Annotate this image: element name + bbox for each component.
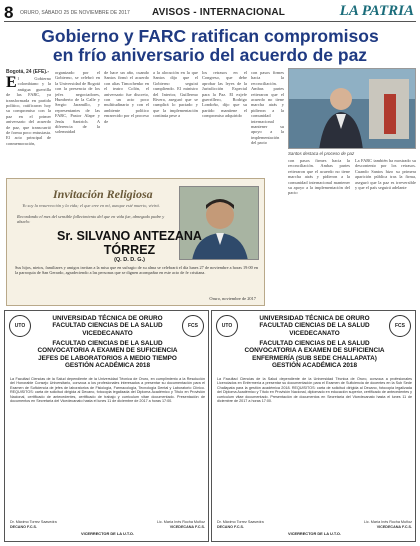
obituary-body: Sus hijos, nietos, familiares y amigos invitan a la misa que en sufragio de su alma se celebrará el día lunes 27 de noviembre a horas 19:00 en la parroquia de San Gerardo, agradeciendo a las personas que se dignen acompañar en este acto de fe cristiana. <box>15 265 258 276</box>
article-column-6: con pasos firmes hacia la reconciliación. Ambas partes reiteraron que el acuerdo no tiene marcha atrás y pidieron a la comunidad internacional mantener su apoyo a la implementación del pacto <box>251 70 284 146</box>
announcement-header <box>5 315 209 337</box>
announcement-header <box>212 315 416 337</box>
announcement-body: La Facultad Ciencias de la Salud dependiente de la Universidad Técnica de Oruro, en cumplimiento a la Resolución del Honorable Consejo Universitario, convoca a los profesionales interesados a presentar su documentación para el Examen de Suficiencia de jefes de laboratorios de Fisiología, Farmacología, Tecnología Dental y Laboratorio Clínico. REQUISITOS: carta de solicitud dirigida al Decano, fotocopia legalizada del Diploma Académico y Título en Provisión Nacional, certificado de antecedentes, certificado de trabajo y curriculum vitae documentado. Presentación de documentos en Secretaría del Vicedecanato hasta el lunes 11 de diciembre de 2017 a horas 17:00. <box>10 377 205 404</box>
university-name: UNIVERSIDAD TÉCNICA DE ORURO <box>52 315 163 322</box>
obituary-intro: Recordando el mes del sensible fallecimiento del que en vida fue, abnegado padre y abuelo: <box>17 214 165 225</box>
drop-cap: E <box>6 76 17 91</box>
announcement-signatures <box>10 520 205 529</box>
signer-name: Dr. Máximo Torrez Saavedra <box>217 520 264 525</box>
obituary-verse: Yo soy la resurrección y la vida; el que cree en mí, aunque esté muerto, vivirá. <box>22 203 160 208</box>
deceased-name-suffix: (Q. D. D. G.) <box>114 257 145 263</box>
title-line-3: JEFES DE LABORATORIOS A MEDIO TIEMPO <box>38 354 177 362</box>
signer-role: VICEDECANA F.C.S. <box>376 524 412 529</box>
article-byline: Bogotá, 24 (EFE).- <box>6 69 50 75</box>
university-seal-icon: UTO <box>9 315 31 337</box>
page-header <box>4 4 416 22</box>
signer-name: Dr. Máximo Torrez Saavedra <box>10 520 57 525</box>
faculty-name: FACULTAD CIENCIAS DE LA SALUD <box>259 322 370 330</box>
signer-name: Lic. María Inés Rocha Muñoz <box>157 520 205 525</box>
article-text-continued: con pasos firmes hacia la reconciliación. Ambas partes reiteraron que el acuerdo no tiene marcha atrás y pidieron a la comunidad internacional mantener su apoyo a la implementación del pacto <box>288 158 350 196</box>
title-line-4: GESTIÓN ACADÉMICA 2018 <box>64 362 151 370</box>
obituary-title: Invitación Religiosa <box>53 187 153 201</box>
announcement-left <box>4 310 209 542</box>
signature-vicedean <box>364 520 412 529</box>
article-headline <box>6 27 414 65</box>
title-line-2: CONVOCATORIA A EXAMEN DE SUFICIENCIA <box>244 347 385 355</box>
signer-role: VICEDECANA F.C.S. <box>169 524 205 529</box>
article-column-8: La FARC también ha mostrado su descontento por los retrasos. Cuando Santos hizo su primera aparición pública tras la firma, aseguró que la paz es irreversible y que el país seguirá adelante <box>355 158 416 191</box>
signer-role: DECANO F.C.S. <box>217 524 245 529</box>
article-column-5: los retrasos en el Congreso, que debe aprobar las leyes de la Jurisdicción Especial para la Paz. El exjefe guerrillero, Rodrigo Londoño, dijo que su partido mantiene el compromiso adquirido <box>202 70 247 119</box>
headline-line-1: Gobierno y FARC ratifican compromisos <box>41 26 379 46</box>
article-column-3: de hace un año, cuando Santos firmó el acuerdo con alias Timochenko en el teatro Colón, el aniversario fue discreto, con un acto poco multitudinario y con el ambiente político enrarecido por el proceso de <box>104 70 149 124</box>
faculty-seal-icon: FCS <box>389 315 411 337</box>
headline-line-2: en frío aniversario del acuerdo de paz <box>52 45 368 65</box>
signature-dean <box>217 520 264 529</box>
article-text: l Gobierno colombiano y la antigua guerrilla de las FARC, ya transformada en partido político, ratificaron hoy su compromiso con la paz en el primer aniversario del acuerdo de paz, que transcurrió de forma poco entusiasta. El acto principal de conmemoración, <box>6 76 51 146</box>
title-line-2: CONVOCATORIA A EXAMEN DE SUFICIENCIA <box>37 347 178 355</box>
announcement-footer: VICERRECTOR DE LA U.T.O. <box>288 531 341 536</box>
announcement-footer: VICERRECTOR DE LA U.T.O. <box>81 531 134 536</box>
section-title: AVISOS - INTERNACIONAL <box>152 7 286 18</box>
signature-dean <box>10 520 57 529</box>
signer-name: Lic. María Inés Rocha Muñoz <box>364 520 412 525</box>
university-seal-icon: UTO <box>216 315 238 337</box>
title-line-4: GESTIÓN ACADÉMICA 2018 <box>271 362 358 370</box>
obituary-signature: Oruro, noviembre de 2017 <box>209 296 256 301</box>
announcement-right <box>211 310 416 542</box>
deceased-name-line-2: TÓRREZ <box>103 243 156 257</box>
title-line-1: FACULTAD CIENCIAS DE LA SALUD <box>259 340 370 347</box>
issue-date: ORURO, SÁBADO 25 DE NOVIEMBRE DE 2017 <box>20 10 130 16</box>
signature-vicedean <box>157 520 205 529</box>
announcement-signatures <box>217 520 412 529</box>
photo-illustration <box>289 69 416 149</box>
announcement-title <box>5 340 209 370</box>
announcement-title <box>212 340 416 370</box>
article-column-7 <box>288 158 350 308</box>
deceased-name-line-1: Sr. SILVANO ANTEZANA <box>57 229 202 243</box>
article-photo <box>288 68 416 149</box>
article-column-1 <box>6 76 51 174</box>
title-line-3: ENFERMERÍA (SUB SEDE CHALLAPATA) <box>252 354 377 362</box>
page-number: 8 <box>4 3 14 22</box>
office-name: VICEDECANATO <box>82 329 133 337</box>
office-name: VICEDECANATO <box>289 329 340 337</box>
article-column-4: a la alocución en la que Santos dijo que el Gobierno seguirá cumpliendo. El ministro del Interior, Guillermo Rivera, aseguró que se cumplirá lo pactado y que la implementación continúa pese a <box>153 70 198 119</box>
faculty-name: FACULTAD CIENCIAS DE LA SALUD <box>52 322 163 330</box>
signer-role: DECANO F.C.S. <box>10 524 38 529</box>
article-column-2: organizado por el Gobierno, se celebró en la Universidad de Bogotá con la presencia de los jefes negociadores, Humberto de la Calle y Sergio Jaramillo, y representantes de las FARC, Pastor Alape y Jesús Santrich. A diferencia de la solemnidad <box>55 70 100 135</box>
photo-caption: Santos destaca el proceso de paz <box>288 151 355 156</box>
obituary-notice <box>6 178 265 306</box>
title-line-1: FACULTAD CIENCIAS DE LA SALUD <box>52 340 163 347</box>
announcement-body: La Facultad Ciencias de la Salud dependiente de la Universidad Técnica de Oruro, convoca a profesionales Licenciados en Enfermería a presentar su documentación para el Examen de Suficiencia de docentes en la Sub Sede Challapata para la gestión académica 2018. REQUISITOS: carta de solicitud dirigida al Decano, fotocopia legalizada del Diploma Académico y Título en Provisión Nacional, diplomado en educación superior, certificado de antecedentes y curriculum vitae documentado. Presentación de documentos en Secretaría del Vicedecanato hasta el lunes 11 de diciembre de 2017 a horas 17:00. <box>217 377 412 404</box>
faculty-seal-icon: FCS <box>182 315 204 337</box>
newspaper-logo: LA PATRIA <box>339 3 414 19</box>
university-name: UNIVERSIDAD TÉCNICA DE ORURO <box>259 315 370 322</box>
